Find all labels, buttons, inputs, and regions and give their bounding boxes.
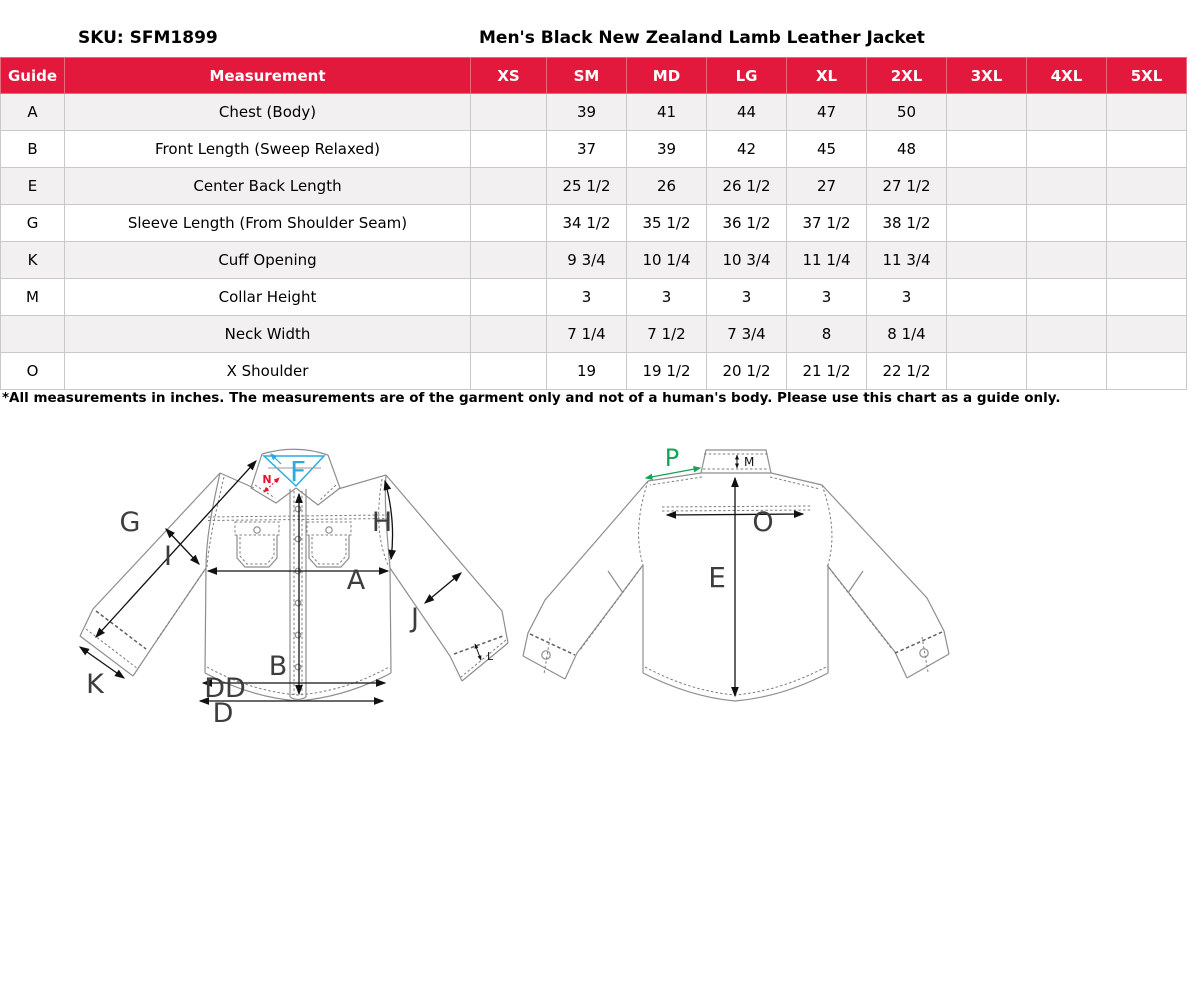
guide-cell: K [1, 242, 65, 279]
size-value-cell: 3 [787, 279, 867, 316]
size-value-cell [1027, 205, 1107, 242]
label-M: M [744, 455, 755, 469]
size-value-cell [1107, 242, 1187, 279]
table-row [1, 279, 1187, 316]
guide-cell: M [1, 279, 65, 316]
size-value-cell [947, 353, 1027, 390]
size-value-cell [471, 131, 547, 168]
size-value-cell [1107, 205, 1187, 242]
table-row [1, 316, 1187, 353]
size-value-cell: 39 [547, 94, 627, 131]
size-value-cell: 7 3/4 [707, 316, 787, 353]
measurement-cell: Front Length (Sweep Relaxed) [65, 131, 471, 168]
footnote: *All measurements in inches. The measurements are of the garment only and not of a human's body. Please use this chart as a guide only. [2, 390, 1061, 406]
guide-cell: E [1, 168, 65, 205]
label-D: D [212, 698, 234, 729]
column-header-xs: XS [471, 58, 547, 94]
size-value-cell: 44 [707, 94, 787, 131]
size-value-cell [947, 205, 1027, 242]
guide-cell: O [1, 353, 65, 390]
measurement-cell: Center Back Length [65, 168, 471, 205]
size-value-cell [1107, 353, 1187, 390]
size-value-cell: 3 [547, 279, 627, 316]
size-value-cell: 20 1/2 [707, 353, 787, 390]
size-value-cell [1107, 131, 1187, 168]
guide-cell [1, 316, 65, 353]
size-value-cell: 39 [627, 131, 707, 168]
measurement-cell: Neck Width [65, 316, 471, 353]
back-jacket-outline [523, 450, 949, 701]
size-value-cell: 48 [867, 131, 947, 168]
size-value-cell: 27 [787, 168, 867, 205]
size-value-cell [471, 279, 547, 316]
table-row [1, 205, 1187, 242]
size-value-cell: 21 1/2 [787, 353, 867, 390]
column-header-guide: Guide [1, 58, 65, 94]
measurement-cell: Chest (Body) [65, 94, 471, 131]
measurement-cell: X Shoulder [65, 353, 471, 390]
size-value-cell [1107, 279, 1187, 316]
size-value-cell [471, 168, 547, 205]
measurement-cell: Cuff Opening [65, 242, 471, 279]
size-value-cell [1107, 168, 1187, 205]
guide-cell: A [1, 94, 65, 131]
label-DD: DD [204, 673, 246, 704]
back-measure-labels [665, 444, 774, 594]
column-header-4xl: 4XL [1027, 58, 1107, 94]
size-value-cell [471, 205, 547, 242]
size-value-cell: 10 1/4 [627, 242, 707, 279]
label-P: P [664, 444, 680, 472]
label-N: N [262, 473, 272, 486]
size-value-cell: 8 [787, 316, 867, 353]
guide-cell: G [1, 205, 65, 242]
size-value-cell: 3 [627, 279, 707, 316]
column-header-measurement: Measurement [65, 58, 471, 94]
size-value-cell: 50 [867, 94, 947, 131]
label-J: J [411, 603, 419, 634]
size-value-cell: 8 1/4 [867, 316, 947, 353]
size-value-cell: 45 [787, 131, 867, 168]
label-I: I [164, 541, 172, 572]
size-value-cell [1027, 353, 1107, 390]
size-value-cell: 3 [867, 279, 947, 316]
chest-pocket-right [307, 522, 351, 567]
size-value-cell [947, 94, 1027, 131]
size-value-cell [471, 353, 547, 390]
label-H: H [371, 507, 393, 538]
size-value-cell: 9 3/4 [547, 242, 627, 279]
size-value-cell [1027, 279, 1107, 316]
size-value-cell: 35 1/2 [627, 205, 707, 242]
guide-cell: B [1, 131, 65, 168]
table-row [1, 353, 1187, 390]
size-value-cell: 22 1/2 [867, 353, 947, 390]
label-E: E [708, 561, 726, 594]
size-value-cell: 11 3/4 [867, 242, 947, 279]
column-header-2xl: 2XL [867, 58, 947, 94]
size-value-cell [1107, 94, 1187, 131]
table-row [1, 131, 1187, 168]
size-value-cell: 7 1/4 [547, 316, 627, 353]
size-value-cell [947, 168, 1027, 205]
size-value-cell [947, 131, 1027, 168]
size-value-cell: 7 1/2 [627, 316, 707, 353]
label-K: K [86, 669, 104, 700]
table-header-row [1, 58, 1187, 94]
label-G: G [119, 507, 141, 538]
label-O: O [752, 507, 774, 538]
size-value-cell [947, 242, 1027, 279]
size-value-cell [1027, 242, 1107, 279]
size-value-cell: 19 1/2 [627, 353, 707, 390]
size-chart-table [0, 57, 1187, 390]
size-value-cell: 25 1/2 [547, 168, 627, 205]
table-row [1, 242, 1187, 279]
size-value-cell [1027, 168, 1107, 205]
column-header-sm: SM [547, 58, 627, 94]
page-title: Men's Black New Zealand Lamb Leather Jacket [479, 28, 925, 48]
size-value-cell: 27 1/2 [867, 168, 947, 205]
size-value-cell [471, 316, 547, 353]
size-value-cell [1027, 131, 1107, 168]
size-value-cell [1107, 316, 1187, 353]
size-value-cell: 37 1/2 [787, 205, 867, 242]
back-jacket-diagram [520, 435, 960, 735]
label-A: A [346, 565, 366, 596]
label-L: L [487, 650, 494, 663]
size-value-cell: 37 [547, 131, 627, 168]
size-value-cell [1027, 316, 1107, 353]
size-value-cell: 36 1/2 [707, 205, 787, 242]
size-value-cell: 47 [787, 94, 867, 131]
column-header-5xl: 5XL [1107, 58, 1187, 94]
front-jacket-diagram [78, 431, 513, 731]
size-value-cell [471, 242, 547, 279]
size-value-cell [947, 279, 1027, 316]
size-value-cell [471, 94, 547, 131]
label-F: F [289, 455, 307, 488]
size-value-cell: 41 [627, 94, 707, 131]
size-value-cell: 26 [627, 168, 707, 205]
column-header-3xl: 3XL [947, 58, 1027, 94]
size-value-cell: 3 [707, 279, 787, 316]
measurement-cell: Collar Height [65, 279, 471, 316]
size-value-cell: 19 [547, 353, 627, 390]
table-row [1, 168, 1187, 205]
column-header-xl: XL [787, 58, 867, 94]
column-header-lg: LG [707, 58, 787, 94]
size-value-cell: 34 1/2 [547, 205, 627, 242]
size-value-cell: 11 1/4 [787, 242, 867, 279]
size-value-cell: 38 1/2 [867, 205, 947, 242]
table-row [1, 94, 1187, 131]
size-value-cell [1027, 94, 1107, 131]
size-value-cell: 42 [707, 131, 787, 168]
size-value-cell [947, 316, 1027, 353]
size-value-cell: 26 1/2 [707, 168, 787, 205]
column-header-md: MD [627, 58, 707, 94]
sku-label: SKU: SFM1899 [78, 28, 218, 48]
label-B: B [268, 651, 288, 682]
chest-pocket-left [235, 522, 279, 567]
measurement-cell: Sleeve Length (From Shoulder Seam) [65, 205, 471, 242]
size-value-cell: 10 3/4 [707, 242, 787, 279]
